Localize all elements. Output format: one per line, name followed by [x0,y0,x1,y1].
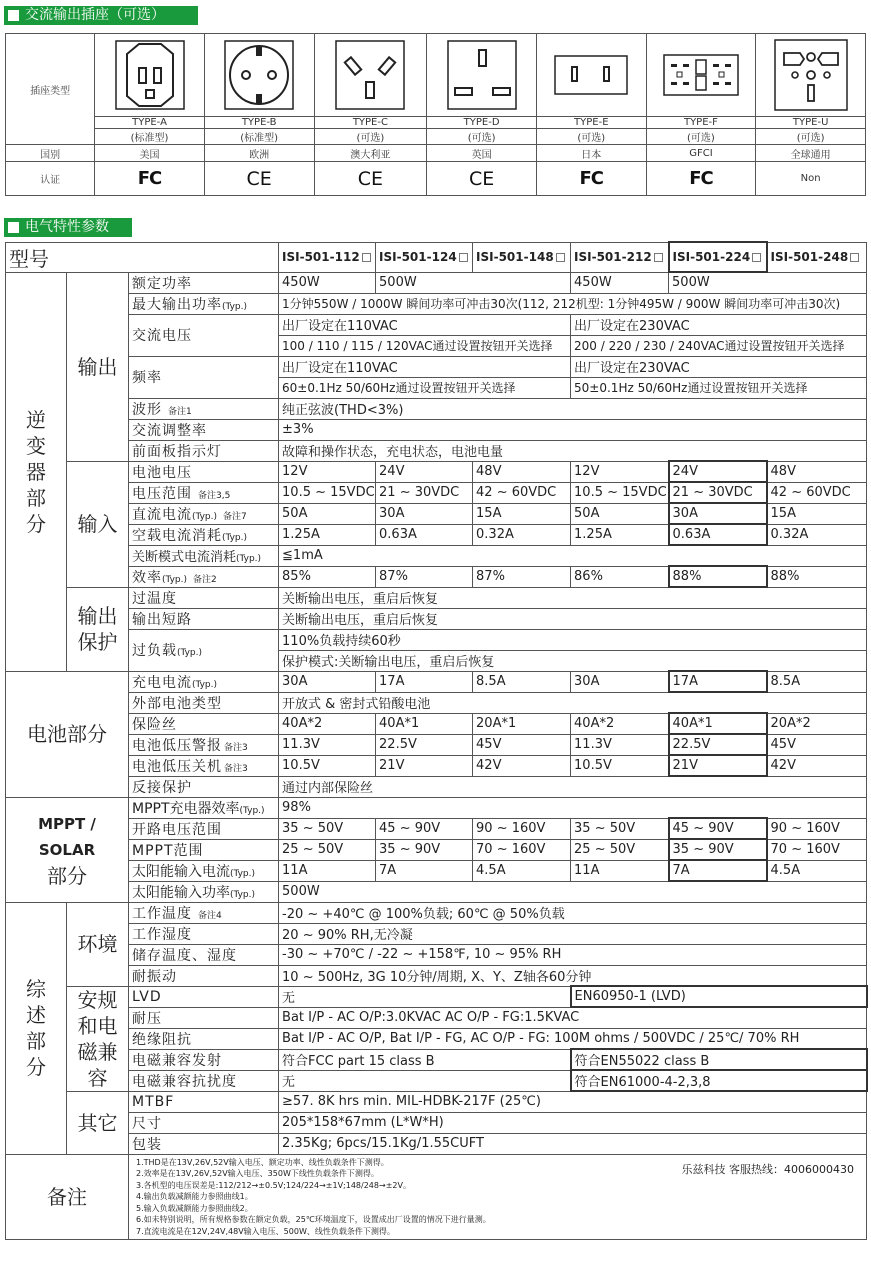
country-d: 英国 [427,145,537,162]
cell: 450W [279,272,376,293]
label-work-hum: 工作湿度 [129,923,279,944]
country-u: 全球通用 [756,145,866,162]
group-other: 其它 [67,1091,129,1154]
cell: 11.3V [279,734,376,755]
socket-type-header: 插座类型 [6,34,95,145]
cert-u: Non [756,162,866,196]
cell: 85% [279,566,376,587]
note-item: 3.各机型的电压误差是:112/212→±0.5V;124/224→±1V;148/248→±2V。 [136,1180,411,1190]
cell: 500W [279,881,867,902]
label-pack: 包装 [129,1133,279,1154]
model-124: ISI-501-124 [376,242,473,272]
cell: 22.5V [376,734,473,755]
cell: 48V [473,461,571,482]
label-rated-power: 额定功率 [129,272,279,293]
label-solar-p: 太阳能输入功率(Typ.) [129,881,279,902]
label-withstand: 耐压 [129,1007,279,1028]
cell: 17A [669,671,767,692]
fcc-cert-icon: FC [137,168,162,189]
cell: 2.35Kg; 6pcs/15.1Kg/1.55CUFT [279,1133,867,1154]
group-output: 输出 [67,272,129,461]
note-item: 2.效率是在13V,26V,52V输入电压、350W下线性负载条件下测得。 [136,1169,379,1178]
type-note-c: (可选) [314,129,427,145]
cell: 纯正弦波(THD<3%) [279,398,867,419]
country-e: 日本 [536,145,646,162]
cell: 48V [767,461,867,482]
cell: 70 ~ 160V [473,839,571,860]
square-bullet-icon [8,222,19,233]
cell: 21 ~ 30VDC [376,482,473,503]
cell: 符合FCC part 15 class B [279,1049,571,1070]
cell: 45V [767,734,867,755]
checkbox-icon[interactable] [362,253,371,262]
label-efficiency: 效率(Typ.) 备注2 [129,566,279,587]
cell: 500W [376,272,571,293]
group-input: 输入 [67,461,129,587]
label-waveform: 波形 备注1 [129,398,279,419]
model-148: ISI-501-148 [473,242,571,272]
cell: 11A [279,860,376,881]
socket-cell-c [314,34,427,117]
cell: 40A*1 [376,713,473,734]
note-item: 1.THD是在13V,26V,52V输入电压、额定功率、线性负载条件下测得。 [136,1157,389,1167]
cell: EN60950-1 (LVD) [571,986,867,1007]
cell: 24V [376,461,473,482]
cell: ≥57. 8K hrs min. MIL-HDBK-217F (25℃) [279,1091,867,1112]
cell: 出厂设定在230VAC [571,314,867,335]
cell: 11A [571,860,669,881]
cell: 88% [669,566,767,587]
cell: 100 / 110 / 115 / 120VAC通过设置按钮开关选择 [279,335,571,356]
ce-cert-icon: CE [357,167,384,190]
checkbox-icon[interactable] [654,253,663,262]
label-batt-v: 电池电压 [129,461,279,482]
cell: 7A [376,860,473,881]
cell: ±3% [279,419,867,440]
checkbox-icon[interactable] [459,253,468,262]
type-note-u: (可选) [756,129,866,145]
type-name-f: TYPE-F [646,117,756,129]
label-vibration: 耐振动 [129,965,279,986]
socket-cell-f [646,34,756,117]
label-lvd: LVD [129,986,279,1007]
label-mppt-range: MPPT范围 [129,839,279,860]
label-fuse: 保险丝 [129,713,279,734]
universal-socket-icon [774,39,848,111]
cell: 200 / 220 / 230 / 240VAC通过设置按钮开关选择 [571,335,867,356]
cell: 25 ~ 50V [571,839,669,860]
square-bullet-icon [8,10,19,21]
label-indicator: 前面板指示灯 [129,440,279,461]
checkbox-icon[interactable] [752,253,761,262]
label-no-load: 空载电流消耗(Typ.) [129,524,279,545]
cell: 出厂设定在230VAC [571,356,867,377]
jp-socket-icon [554,55,628,95]
cell: 0.63A [669,524,767,545]
socket-section-title [4,6,198,25]
cell: 15A [473,503,571,524]
cell: 86% [571,566,669,587]
cell: 1.25A [279,524,376,545]
label-charge: 充电电流(Typ.) [129,671,279,692]
cell: 通过内部保险丝 [279,776,867,797]
type-note-a: (标准型) [95,129,205,145]
cell: 30A [279,671,376,692]
cell: 符合EN61000-4-2,3,8 [571,1070,867,1091]
model-label: 型号 [6,242,279,272]
cell: 98% [279,797,867,818]
label-emc-emit: 电磁兼容发射 [129,1049,279,1070]
cell: 10.5 ~ 15VDC [571,482,669,503]
cell: 30A [571,671,669,692]
cell: Bat I/P - AC O/P, Bat I/P - FG, AC O/P - FG: 100M ohms / 500VDC / 25℃/ 70% RH [279,1028,867,1049]
socket-section-label: 交流输出插座（可选） [25,7,165,23]
cell: 20A*1 [473,713,571,734]
cell: 42V [473,755,571,776]
group-general: 综述部分 [6,902,67,1154]
spec-section-label: 电气特性参数 [25,219,109,235]
cell: 1分钟550W / 1000W 瞬间功率可冲击30次(112, 212机型: 1分钟495W / 900W 瞬间功率可冲击30次) [279,293,867,314]
cell: 20A*2 [767,713,867,734]
label-open-v: 开路电压范围 [129,818,279,839]
note-item: 5.输入负载减额能力参照曲线2。 [136,1203,253,1213]
cell: 50A [571,503,669,524]
cell: 90 ~ 160V [473,818,571,839]
cell: 0.32A [767,524,867,545]
label-v-range: 电压范围 备注3,5 [129,482,279,503]
cell: 40A*2 [279,713,376,734]
label-size: 尺寸 [129,1112,279,1133]
cell: 35 ~ 50V [279,818,376,839]
group-mppt: MPPT / SOLAR 部分 [6,797,129,902]
au-socket-icon [335,40,405,110]
socket-cell-e [536,34,646,117]
cell: 45 ~ 90V [669,818,767,839]
cell: 17A [376,671,473,692]
cell: 关断输出电压，重启后恢复 [279,608,867,629]
cell: 出厂设定在110VAC [279,356,571,377]
cell: 21V [669,755,767,776]
cell: 10.5V [279,755,376,776]
cell: -30 ~ +70℃ / -22 ~ +158℉, 10 ~ 95% RH [279,944,867,965]
country-c: 澳大利亚 [314,145,427,162]
label-max-power: 最大输出功率(Typ.) [129,293,279,314]
note-item: 4.输出负载减额能力参照曲线1。 [136,1192,253,1201]
cell: 8.5A [473,671,571,692]
ce-cert-icon: CE [246,167,272,190]
label-batt-type: 外部电池类型 [129,692,279,713]
cell: 22.5V [669,734,767,755]
cell: 45 ~ 90V [376,818,473,839]
cell: 35 ~ 90V [669,839,767,860]
cell: 保护模式:关断输出电压，重启后恢复 [279,650,867,671]
type-name-c: TYPE-C [314,117,427,129]
socket-cell-b [204,34,314,117]
cell: 60±0.1Hz 50/60Hz通过设置按钮开关选择 [279,377,571,398]
cell: 500W [669,272,867,293]
group-env: 环境 [67,902,129,986]
label-emc-imm: 电磁兼容抗扰度 [129,1070,279,1091]
type-name-b: TYPE-B [204,117,314,129]
model-224: ISI-501-224 [669,242,767,272]
type-name-d: TYPE-D [427,117,537,129]
cell: 110%负载持续60秒 [279,629,867,650]
cell: 符合EN55022 class B [571,1049,867,1070]
cell: 12V [571,461,669,482]
hotline-text: 乐兹科技 客服热线：4006000430 [681,1162,855,1176]
cell: 87% [473,566,571,587]
group-battery: 电池部分 [6,671,129,797]
socket-cell-u [756,34,866,117]
cert-header: 认证 [6,162,95,196]
group-safety: 安规和电磁兼容 [67,986,129,1091]
type-name-u: TYPE-U [756,117,866,129]
group-inverter: 逆变器部分 [6,272,67,671]
type-note-e: (可选) [536,129,646,145]
cell: 42 ~ 60VDC [473,482,571,503]
cell: 21 ~ 30VDC [669,482,767,503]
cell: 无 [279,986,571,1007]
cell: 35 ~ 90V [376,839,473,860]
cell: 10.5V [571,755,669,776]
label-dc-current: 直流电流(Typ.) 备注7 [129,503,279,524]
cell: 45V [473,734,571,755]
cell: Bat I/P - AC O/P:3.0KVAC AC O/P - FG:1.5KVAC [279,1007,867,1028]
model-248: ISI-501-248 [767,242,867,272]
cell: 40A*2 [571,713,669,734]
label-low-alarm: 电池低压警报 备注3 [129,734,279,755]
cell: 0.32A [473,524,571,545]
notes-cell [129,1154,867,1240]
label-freq: 频率 [129,356,279,398]
cell: 90 ~ 160V [767,818,867,839]
cell: 故障和操作状态，充电状态，电池电量 [279,440,867,461]
type-name-a: TYPE-A [95,117,205,129]
label-work-temp: 工作温度 备注4 [129,902,279,923]
model-112: ISI-501-112 [279,242,376,272]
gfci-socket-icon [663,54,739,96]
cell: 7A [669,860,767,881]
cell: 35 ~ 50V [571,818,669,839]
group-notes: 备注 [6,1154,129,1240]
label-over-temp: 过温度 [129,587,279,608]
label-off-mode: 关断模式电流消耗(Typ.) [129,545,279,566]
model-212: ISI-501-212 [571,242,669,272]
cell: 205*158*67mm (L*W*H) [279,1112,867,1133]
socket-table [5,33,866,196]
cell: 70 ~ 160V [767,839,867,860]
us-socket-icon [115,40,185,110]
cell: -20 ~ +40℃ @ 100%负载; 60℃ @ 50%负载 [279,902,867,923]
spec-section-title [4,218,132,237]
cell: 12V [279,461,376,482]
label-short: 输出短路 [129,608,279,629]
label-ac-voltage: 交流电压 [129,314,279,356]
cell: 开放式 & 密封式铅酸电池 [279,692,867,713]
cell: 20 ~ 90% RH,无冷凝 [279,923,867,944]
cell: 11.3V [571,734,669,755]
cell: 4.5A [767,860,867,881]
cell: 0.63A [376,524,473,545]
country-b: 欧洲 [204,145,314,162]
label-regulation: 交流调整率 [129,419,279,440]
label-isolation: 绝缘阻抗 [129,1028,279,1049]
cell: 出厂设定在110VAC [279,314,571,335]
cell: 4.5A [473,860,571,881]
ce-cert-icon: CE [468,167,495,190]
country-f: GFCI [646,145,756,162]
cell: 关断输出电压，重启后恢复 [279,587,867,608]
country-header: 国别 [6,145,95,162]
fcc-cert-icon: FC [579,168,604,189]
cell: 25 ~ 50V [279,839,376,860]
cell: 8.5A [767,671,867,692]
cell: 无 [279,1070,571,1091]
spec-table [5,241,868,1240]
label-storage: 储存温度、湿度 [129,944,279,965]
type-name-e: TYPE-E [536,117,646,129]
label-low-off: 电池低压关机 备注3 [129,755,279,776]
cell: 10.5 ~ 15VDC [279,482,376,503]
socket-cell-a [95,34,205,117]
label-reverse: 反接保护 [129,776,279,797]
cell: 42 ~ 60VDC [767,482,867,503]
note-item: 6.如未特别说明，所有规格参数在额定负载，25℃环境温度下，设置成出厂设置的情况下进行量测。 [136,1215,491,1224]
checkbox-icon[interactable] [556,253,565,262]
eu-socket-icon [224,40,294,110]
socket-cell-d [427,34,537,117]
cell: ≦1mA [279,545,867,566]
cell: 87% [376,566,473,587]
cell: 24V [669,461,767,482]
label-overload: 过负载(Typ.) [129,629,279,671]
cell: 15A [767,503,867,524]
cell: 450W [571,272,669,293]
fcc-cert-icon: FC [689,168,713,189]
cell: 21V [376,755,473,776]
type-note-f: (可选) [646,129,756,145]
type-note-b: (标准型) [204,129,314,145]
group-protect: 输出保护 [67,587,129,671]
label-mppt-eff: MPPT充电器效率(Typ.) [129,797,279,818]
cell: 30A [376,503,473,524]
cell: 50A [279,503,376,524]
country-a: 美国 [95,145,205,162]
type-note-d: (可选) [427,129,537,145]
cell: 50±0.1Hz 50/60Hz通过设置按钮开关选择 [571,377,867,398]
label-mtbf: MTBF [129,1091,279,1112]
cell: 30A [669,503,767,524]
checkbox-icon[interactable] [850,253,859,262]
cell: 88% [767,566,867,587]
cell: 40A*1 [669,713,767,734]
cell: 1.25A [571,524,669,545]
note-item: 7.直流电流是在12V,24V,48V输入电压、500W、线性负载条件下测得。 [136,1226,395,1236]
cell: 10 ~ 500Hz, 3G 10分钟/周期, X、Y、Z轴各60分钟 [279,965,867,986]
cell: 42V [767,755,867,776]
uk-socket-icon [447,40,517,110]
label-solar-i: 太阳能输入电流(Typ.) [129,860,279,881]
